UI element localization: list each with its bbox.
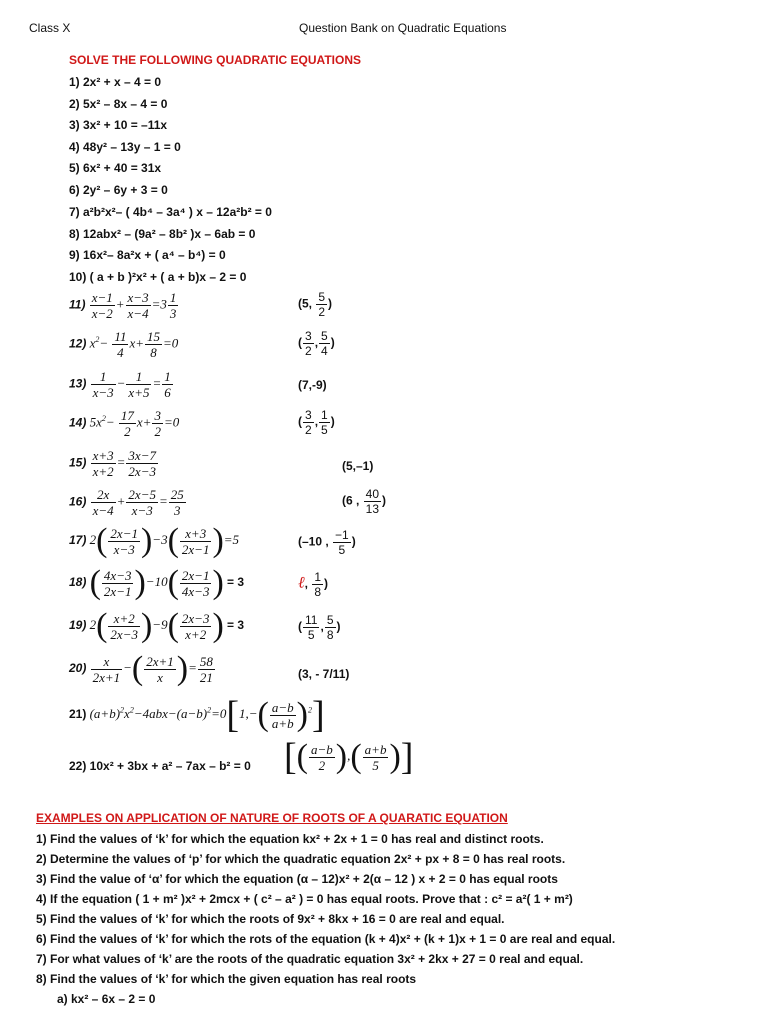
section2-title: EXAMPLES ON APPLICATION OF NATURE OF ROOTS OF A QUARATIC EQUATION	[36, 811, 508, 825]
question-2: 2) 5x² – 8x – 4 = 0	[69, 97, 168, 111]
question-12: 12) $x^2-$ $\frac{11}{4}$ x+ $\frac{15}{8}$ =0	[69, 329, 179, 360]
question-9: 9) 16x²– 8a²x + ( a⁴ – b⁴) = 0	[69, 248, 226, 262]
question-15: 15) $\frac{x+3}{x+2}$ = $\frac{3x-7}{2x-3}$	[69, 448, 156, 479]
answer-19: ( $\frac{11}{5}$ , $\frac{5}{8}$ )	[298, 613, 341, 642]
question-13: 13) $\frac{1}{x-3}$ − $\frac{1}{x+5}$ = $\frac{1}{6}$	[69, 369, 171, 400]
answer-13: (7,-9)	[298, 378, 327, 392]
document-title: Question Bank on Quadratic Equations	[299, 21, 507, 35]
question-7: 7) a²b²x²– ( 4b⁴ – 3a⁴ ) x – 12a²b² = 0	[69, 205, 272, 219]
example-8: 8) Find the values of ‘k’ for which the given equation has real roots	[36, 972, 417, 986]
example-3: 3) Find the value of ‘α’ for which the equation (α – 12)x² + 2(α – 12 ) x + 2 = 0 has equal roots	[36, 872, 558, 886]
answer-11: (5, $\frac{5}{2}$ )	[298, 290, 333, 319]
example-6: 6) Find the values of ‘k’ for which the rots of the equation (k + 4)x² + (k + 1)x + 1 = 0 are real and equal.	[36, 932, 616, 946]
example-7: 7) For what values of ‘k’ are the roots of the quadratic equation 3x² + 2kx + 27 = 0 real and equal.	[36, 952, 584, 966]
question-22: 22) 10x² + 3bx + a² – 7ax – b² = 0	[69, 759, 251, 773]
class-label: Class X	[29, 21, 71, 35]
question-18: 18) ( $\frac{4x-3}{2x-1}$ )−10( $\frac{2x-1}{4x-3}$ ) = 3	[69, 564, 245, 601]
example-4: 4) If the equation ( 1 + m² )x² + 2mcx + ( c² – a² ) = 0 has equal roots. Prove that : c² = a²( 1 + m²)	[36, 892, 573, 906]
answer-12: ( $\frac{3}{2}$ , $\frac{5}{4}$ )	[298, 329, 335, 358]
answer-16: (6 , $\frac{40}{13}$ )	[342, 487, 387, 516]
answer-22: [( $\frac{a-b}{2}$ ),( $\frac{a+b}{5}$ )]	[284, 736, 414, 778]
answer-14: ( $\frac{3}{2}$ , $\frac{1}{5}$ )	[298, 408, 335, 437]
question-20: 20) $\frac{x}{2x+1}$ −( $\frac{2x+1}{x}$ )= $\frac{58}{21}$	[69, 650, 213, 687]
question-3: 3) 3x² + 10 = –11x	[69, 118, 168, 132]
example-2: 2) Determine the values of ‘p’ for which the quadratic equation 2x² + px + 8 = 0 has real roots.	[36, 852, 566, 866]
question-6: 6) 2y² – 6y + 3 = 0	[69, 183, 168, 197]
question-16: 16) $\frac{2x}{x-4}$ + $\frac{2x-5}{x-3}$ = $\frac{25}{3}$	[69, 487, 184, 518]
example-5: 5) Find the values of ‘k’ for which the roots of 9x² + 8kx + 16 = 0 are real and equal.	[36, 912, 505, 926]
question-17: 17) 2( $\frac{2x-1}{x-3}$ )−3( $\frac{x+3}{2x-1}$ )=5	[69, 522, 240, 559]
question-1: 1) 2x² + x – 4 = 0	[69, 75, 162, 89]
question-14: 14) $5x^2-$ $\frac{17}{2}$ x+ $\frac{3}{2}$ =0	[69, 408, 180, 439]
answer-15: (5,–1)	[342, 459, 374, 473]
section1-title: SOLVE THE FOLLOWING QUADRATIC EQUATIONS	[69, 53, 361, 67]
answer-17: (–10 , $\frac{-1}{5}$ )	[298, 528, 356, 557]
question-10: 10) ( a + b )²x² + ( a + b)x – 2 = 0	[69, 270, 247, 284]
example-8a: a) kx² – 6x – 2 = 0	[57, 992, 156, 1006]
question-5: 5) 6x² + 40 = 31x	[69, 161, 162, 175]
question-19: 19) 2( $\frac{x+2}{2x-3}$ )−9( $\frac{2x-3}{x+2}$ ) = 3	[69, 607, 245, 644]
question-8: 8) 12abx² – (9a² – 8b² )x – 6ab = 0	[69, 227, 256, 241]
question-21: 21) $(a+b)^2x^2-4abx-(a-b)^2=0[1,-$( $\frac{a-b}{a+b}$ )$^2$]	[69, 694, 325, 736]
question-4: 4) 48y² – 13y – 1 = 0	[69, 140, 181, 154]
answer-18: ℓ, $\frac{1}{8}$ )	[298, 570, 329, 599]
question-11: 11) $\frac{x-1}{x-2}$ + $\frac{x-3}{x-4}$ =3 $\frac{1}{3}$	[69, 290, 177, 321]
answer-20: (3, - 7/11)	[298, 667, 350, 681]
example-1: 1) Find the values of ‘k’ for which the equation kx² + 2x + 1 = 0 has real and distinct roots.	[36, 832, 544, 846]
